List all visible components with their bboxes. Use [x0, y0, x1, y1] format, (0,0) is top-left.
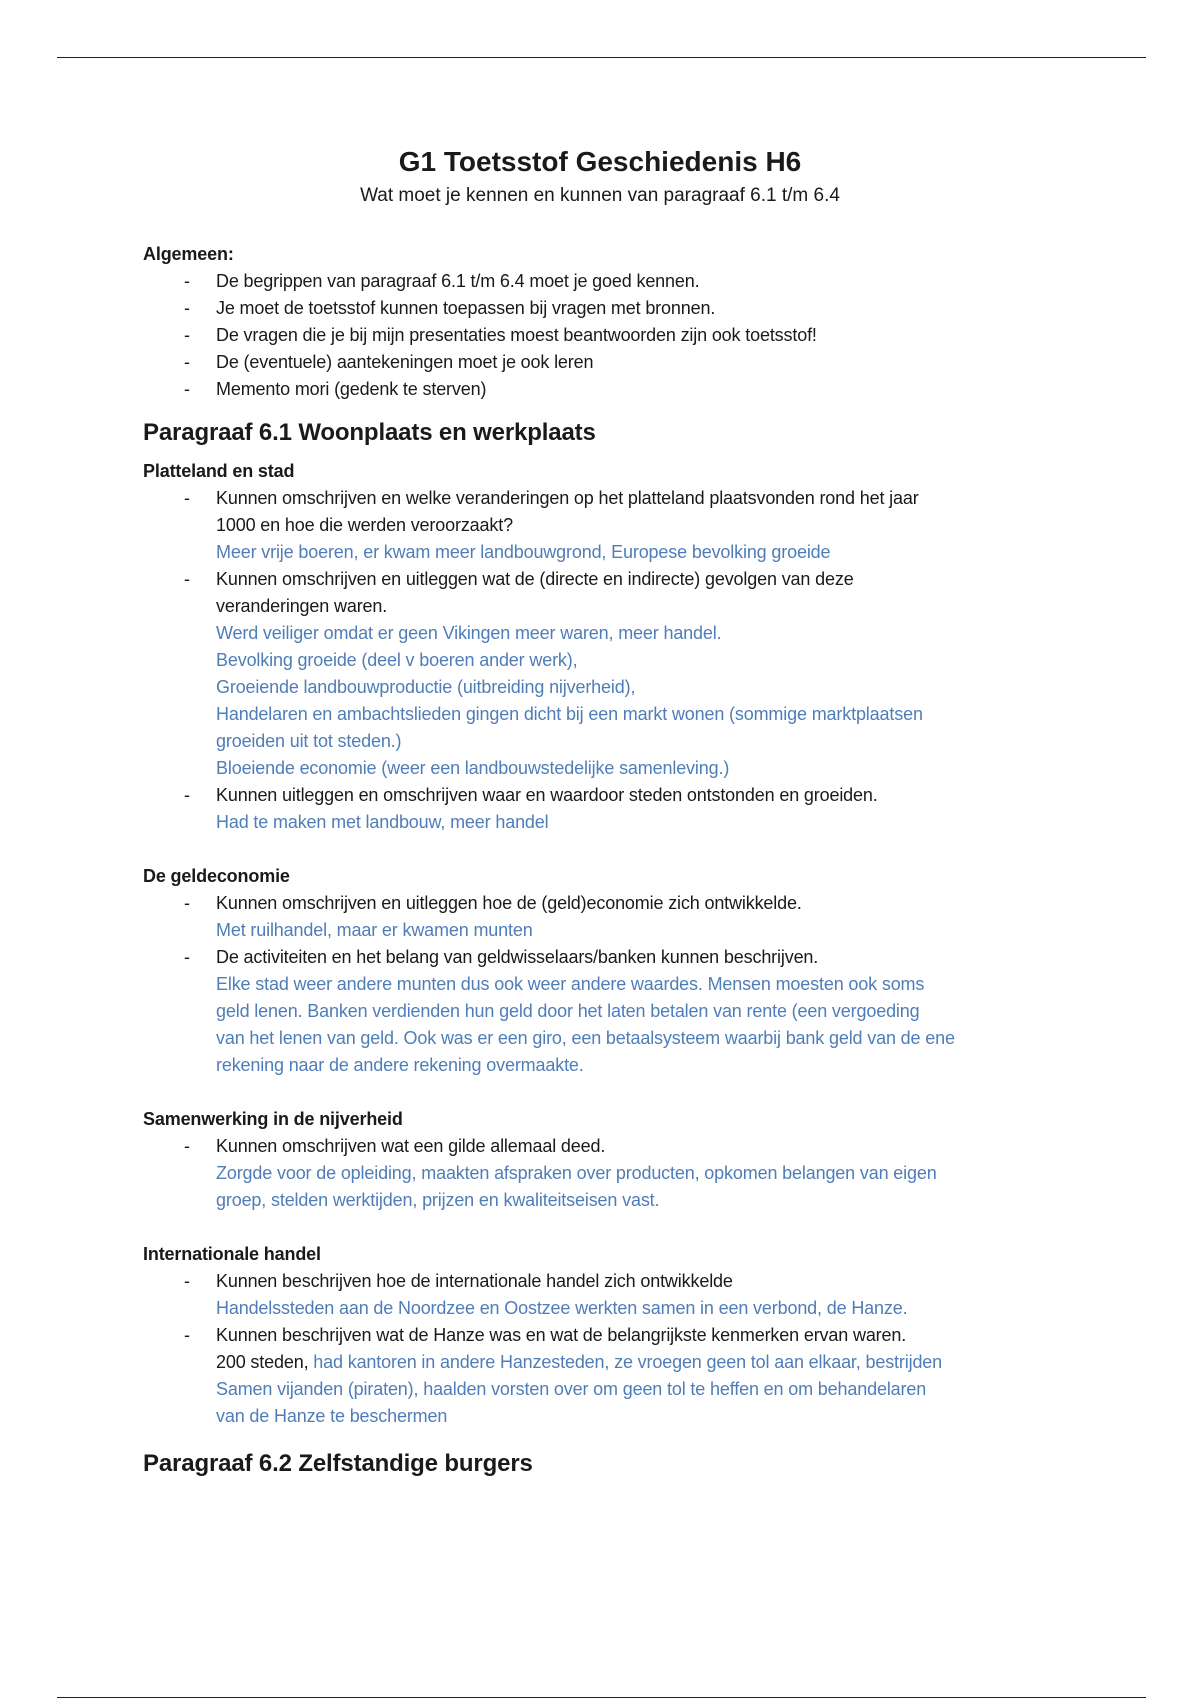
list-item [143, 295, 1143, 322]
list-item [143, 485, 1143, 566]
item-text: De vragen die je bij mijn presentaties moest beantwoorden zijn ook toetsstof! [216, 325, 817, 345]
answer-text: had kantoren in andere Hanzesteden, ze vroegen geen tol aan elkaar, bestrijden [313, 1352, 943, 1372]
answer-line [216, 1187, 1143, 1214]
answer-text: rekening naar de andere rekening overmaakte. [216, 1055, 584, 1075]
bullet-dash: - [184, 1136, 190, 1156]
answer-line [216, 1376, 1143, 1403]
document-body [143, 241, 1143, 1489]
question-line: veranderingen waren. [216, 596, 388, 616]
question-line: Kunnen omschrijven en uitleggen wat de (directe en indirecte) gevolgen van deze [216, 569, 854, 589]
answer-text: Bloeiende economie (weer een landbouwstedelijke samenleving.) [216, 758, 730, 778]
answer-line [216, 539, 1143, 566]
answer-line [216, 755, 1143, 782]
list-item [143, 782, 1143, 836]
answer-text: Meer vrije boeren, er kwam meer landbouwgrond, Europese bevolking groeide [216, 542, 831, 562]
answer-text: Handelssteden aan de Noordzee en Oostzee werkten samen in een verbond, de Hanze. [216, 1298, 908, 1318]
question-line: 1000 en hoe die werden veroorzaakt? [216, 515, 513, 535]
answer-text: Werd veiliger omdat er geen Vikingen meer waren, meer handel. [216, 623, 722, 643]
answer-line [216, 728, 1143, 755]
section [143, 1449, 1143, 1479]
list-item [143, 944, 1143, 1079]
list-item [143, 1268, 1143, 1322]
list-item [143, 376, 1143, 403]
list-item [143, 1133, 1143, 1214]
list-item [143, 322, 1143, 349]
bullet-dash: - [184, 569, 190, 589]
answer-line [216, 1295, 1143, 1322]
bullet-dash: - [184, 379, 190, 399]
answer-line [216, 674, 1143, 701]
answer-text: van het lenen van geld. Ook was er een giro, een betaalsysteem waarbij bank geld van de ene [216, 1028, 955, 1048]
answer-text: Bevolking groeide (deel v boeren ander werk), [216, 650, 578, 670]
answer-line [216, 1403, 1143, 1430]
answer-line [216, 1025, 1143, 1052]
bullet-dash: - [184, 1325, 190, 1345]
answer-line [216, 998, 1143, 1025]
answer-text: van de Hanze te beschermen [216, 1406, 448, 1426]
question-line: Kunnen beschrijven hoe de internationale handel zich ontwikkelde [216, 1271, 733, 1291]
section [143, 418, 1143, 1430]
bullet-dash: - [184, 488, 190, 508]
list-item [143, 268, 1143, 295]
answer-line [216, 1160, 1143, 1187]
bullet-dash: - [184, 785, 190, 805]
answer-text: Elke stad weer andere munten dus ook weer andere waardes. Mensen moesten ook soms [216, 974, 925, 994]
section-heading: Paragraaf 6.2 Zelfstandige burgers [143, 1450, 533, 1477]
answer-line [216, 620, 1143, 647]
answer-text: Zorgde voor de opleiding, maakten afspraken over producten, opkomen belangen van eigen [216, 1163, 937, 1183]
answer-line [216, 1349, 1143, 1376]
item-text: Memento mori (gedenk te sterven) [216, 379, 487, 399]
question-line: De activiteiten en het belang van geldwisselaars/banken kunnen beschrijven. [216, 947, 819, 967]
answer-line [216, 1052, 1143, 1079]
bottom-rule [57, 1697, 1146, 1698]
subsection-title: Internationale handel [143, 1244, 321, 1264]
subsection-title: De geldeconomie [143, 866, 290, 886]
question-line: Kunnen uitleggen en omschrijven waar en waardoor steden ontstonden en groeiden. [216, 785, 878, 805]
answer-text: Handelaren en ambachtslieden gingen dicht bij een markt wonen (sommige marktplaatsen [216, 704, 923, 724]
answer-line [216, 917, 1143, 944]
section-heading: Paragraaf 6.1 Woonplaats en werkplaats [143, 419, 596, 446]
list-item [143, 1322, 1143, 1430]
answer-text: Had te maken met landbouw, meer handel [216, 812, 549, 832]
subsection-title: Platteland en stad [143, 461, 295, 481]
item-text: Je moet de toetsstof kunnen toepassen bij vragen met bronnen. [216, 298, 716, 318]
document-title: G1 Toetsstof Geschiedenis H6 [398, 146, 802, 177]
answer-line [216, 701, 1143, 728]
list-item [143, 349, 1143, 376]
general-section [143, 241, 1143, 403]
spacer [143, 1079, 1143, 1106]
answer-text-black: 200 steden, [216, 1352, 314, 1372]
bullet-dash: - [184, 325, 190, 345]
general-title: Algemeen: [143, 244, 234, 264]
answer-text: geld lenen. Banken verdienden hun geld door het laten betalen van rente (een vergoeding [216, 1001, 920, 1021]
bullet-dash: - [184, 947, 190, 967]
question-line: Kunnen omschrijven en uitleggen hoe de (geld)economie zich ontwikkelde. [216, 893, 802, 913]
item-text: De (eventuele) aantekeningen moet je ook leren [216, 352, 594, 372]
bullet-dash: - [184, 271, 190, 291]
item-text: De begrippen van paragraaf 6.1 t/m 6.4 moet je goed kennen. [216, 271, 700, 291]
answer-line [216, 809, 1143, 836]
answer-text: Groeiende landbouwproductie (uitbreiding nijverheid), [216, 677, 636, 697]
top-rule [57, 57, 1146, 58]
spacer [143, 836, 1143, 863]
subsection-title: Samenwerking in de nijverheid [143, 1109, 403, 1129]
spacer [143, 1214, 1143, 1241]
answer-text: Met ruilhandel, maar er kwamen munten [216, 920, 533, 940]
answer-line [216, 647, 1143, 674]
question-line: Kunnen omschrijven wat een gilde allemaal deed. [216, 1136, 606, 1156]
bullet-dash: - [184, 893, 190, 913]
bullet-dash: - [184, 298, 190, 318]
bullet-dash: - [184, 1271, 190, 1291]
answer-text: groeiden uit tot steden.) [216, 731, 402, 751]
answer-text: Samen vijanden (piraten), haalden vorsten over om geen tol te heffen en om behandelaren [216, 1379, 927, 1399]
answer-text: groep, stelden werktijden, prijzen en kwaliteitseisen vast. [216, 1190, 660, 1210]
question-line: Kunnen beschrijven wat de Hanze was en wat de belangrijkste kenmerken ervan waren. [216, 1325, 907, 1345]
answer-line [216, 971, 1143, 998]
list-item [143, 890, 1143, 944]
bullet-dash: - [184, 352, 190, 372]
question-line: Kunnen omschrijven en welke veranderingen op het platteland plaatsvonden rond het jaar [216, 488, 919, 508]
document-subtitle: Wat moet je kennen en kunnen van paragraaf 6.1 t/m 6.4 [360, 185, 840, 206]
list-item [143, 566, 1143, 782]
